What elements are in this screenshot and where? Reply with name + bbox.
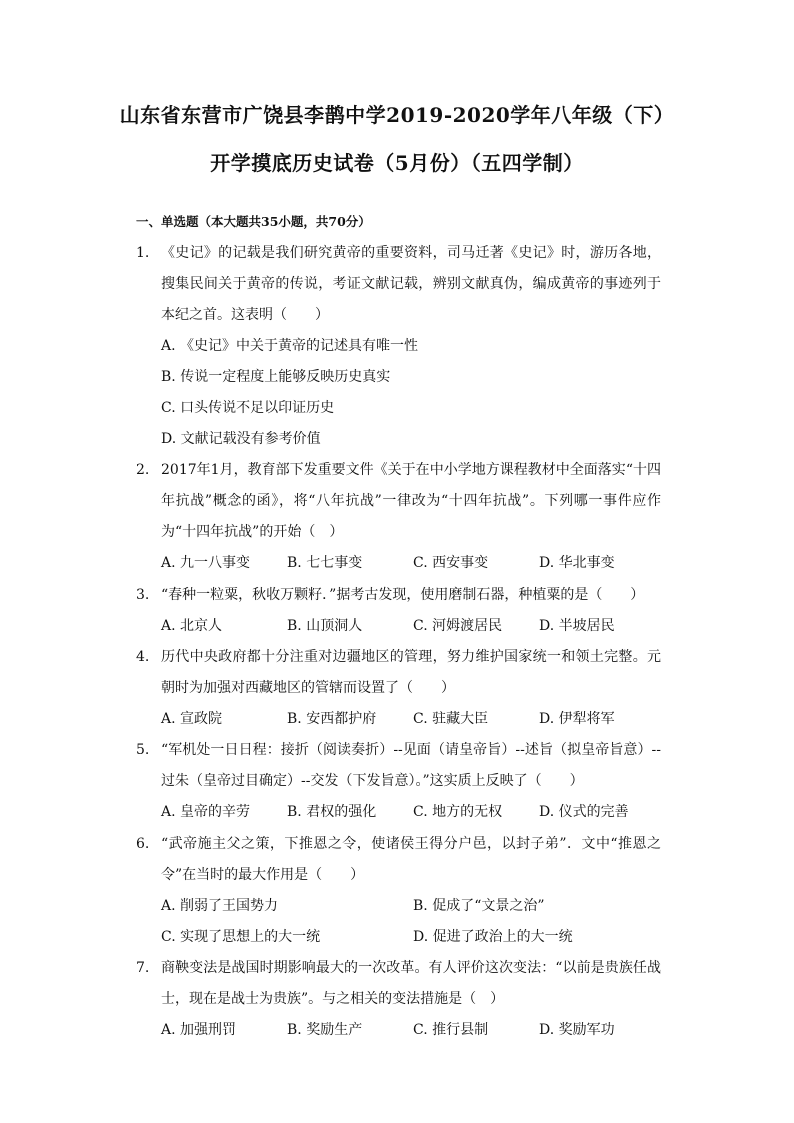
options-row [161, 611, 661, 642]
question-number: 3. [136, 587, 150, 603]
question-text: 历代中央政府都十分注重对边疆地区的管理，努力维护国家统一和领土完整。元朝时为加强对西藏地区的管辖而设置了（ ） [161, 649, 661, 696]
options-row [161, 548, 661, 579]
question-text: 《史记》的记载是我们研究黄帝的重要资料，司马迁著《史记》时，游历各地，搜集民间关于黄帝的传说，考证文献记载，辨别文献真伪，编成黄帝的事迹列于本纪之首。这表明（ ） [161, 245, 661, 323]
question-number: 2. [136, 462, 150, 478]
section-heading: 一、单选题（本大题共35小题，共70分） [136, 214, 371, 229]
option-c: C. 地方的无权 [413, 804, 503, 820]
option-c: C. 口头传说不足以印证历史 [161, 400, 335, 416]
options-row [161, 704, 661, 735]
option-b: B. 安西都护府 [287, 711, 377, 727]
option-a: A. 《史记》中关于黄帝的记述具有唯一性 [161, 338, 419, 354]
option-d: D. 奖励军功 [539, 1022, 615, 1038]
option-d: D. 仪式的完善 [539, 804, 629, 820]
question-text: “军机处一日日程：接折（阅读奏折）--见面（请皇帝旨）--述旨（拟皇帝旨意）--过朱（皇帝过目确定）--交发（下发旨意）。”这实质上反映了（ ） [161, 742, 661, 789]
option-b: B. 奖励生产 [287, 1022, 363, 1038]
option-b: B. 山顶洞人 [287, 618, 363, 634]
option-c: C. 河姆渡居民 [413, 618, 503, 634]
options-row [161, 891, 661, 922]
option-a: A. 加强刑罚 [161, 1022, 237, 1038]
option-c: C. 实现了思想上的大一统 [161, 929, 321, 945]
question-number: 1. [136, 245, 150, 261]
question-number: 5. [136, 742, 150, 758]
option-d: D. 促进了政治上的大一统 [413, 929, 573, 945]
question-text: 商鞅变法是战国时期影响最大的一次改革。有人评价这次变法：“以前是贵族任战士，现在是战士为贵族”。与之相关的变法措施是（ ） [161, 960, 661, 1007]
option-a: A. 削弱了王国势力 [161, 898, 279, 914]
option-d: D. 半坡居民 [539, 618, 615, 634]
exam-title-line2: 开学摸底历史试卷（5月份）（五四学制） [210, 151, 584, 175]
option-d: D. 伊犁将军 [539, 711, 615, 727]
option-b: B. 促成了“文景之治” [413, 898, 545, 914]
question-4 [136, 642, 661, 735]
options-row [161, 1015, 661, 1046]
option-a: A. 九一八事变 [161, 555, 251, 571]
question-text: “春种一粒粟，秋收万颗籽．”据考古发现，使用磨制石器，种植粟的是（ ） [161, 587, 645, 603]
option-c: C. 驻藏大臣 [413, 711, 489, 727]
exam-title-line1: 山东省东营市广饶县李鹊中学2019-2020学年八年级（下） [119, 103, 675, 127]
question-number: 7. [136, 960, 150, 976]
question-7 [136, 953, 661, 1046]
question-3 [136, 580, 661, 642]
option-a: A. 宣政院 [161, 711, 223, 727]
question-6 [136, 829, 661, 953]
option-a: A. 皇帝的辛劳 [161, 804, 251, 820]
option-b: B. 七七事变 [287, 555, 363, 571]
question-text: “武帝施主父之策，下推恩之令，使诸侯王得分户邑，以封子弟”．文中“推恩之令”在当时的最大作用是（ ） [161, 836, 661, 883]
option-c: C. 西安事变 [413, 555, 489, 571]
question-1 [136, 238, 661, 455]
option-a: A. 北京人 [161, 618, 223, 634]
option-b: B. 传说一定程度上能够反映历史真实 [161, 369, 391, 385]
option-c: C. 推行县制 [413, 1022, 489, 1038]
options-row [161, 922, 661, 953]
question-5 [136, 735, 661, 828]
option-d: D. 文献记载没有参考价值 [161, 431, 321, 447]
question-text: 2017年1月，教育部下发重要文件《关于在中小学地方课程教材中全面落实“十四年抗战”概念的函》，将“八年抗战”一律改为“十四年抗战”。下列哪一事件应作为“十四年抗战”的开始（ ） [161, 462, 661, 540]
question-number: 6. [136, 836, 150, 852]
question-number: 4. [136, 649, 150, 665]
options-row [161, 797, 661, 828]
option-d: D. 华北事变 [539, 555, 615, 571]
option-b: B. 君权的强化 [287, 804, 377, 820]
question-2 [136, 455, 661, 579]
